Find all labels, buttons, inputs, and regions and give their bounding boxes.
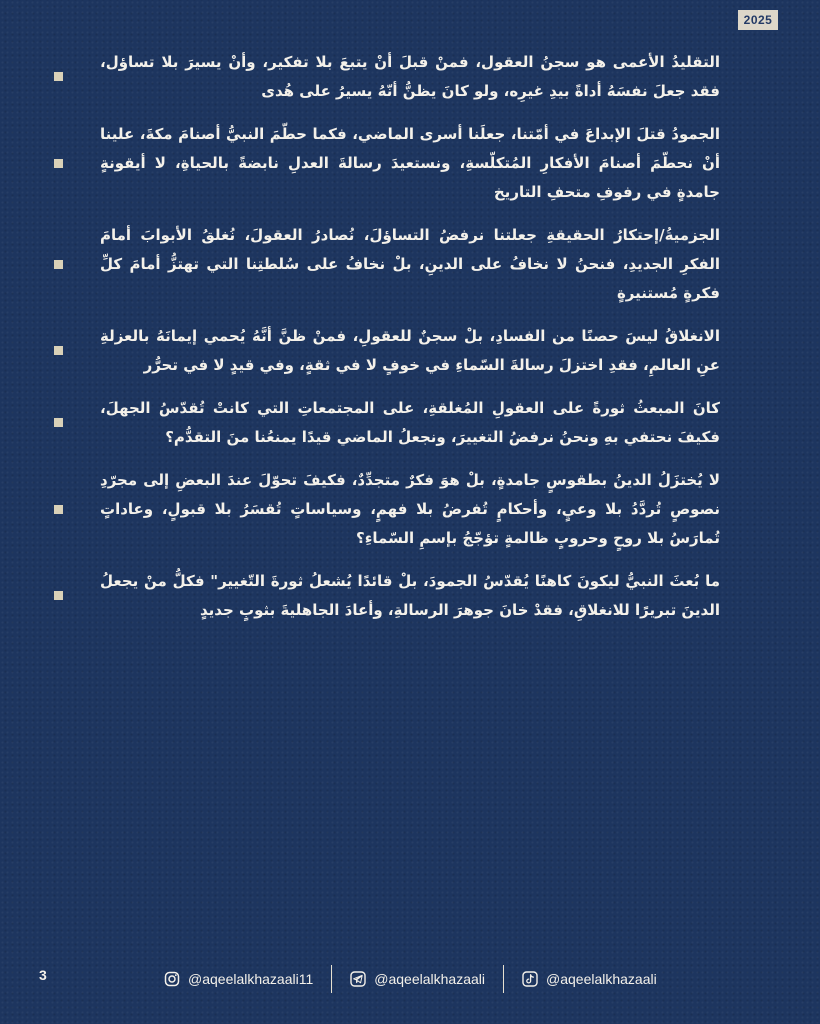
paragraph-text: الانغلاقُ ليسَ حصنًا من الفسادِ، بلْ سجنٌ للعقولِ، فمنْ ظنَّ أنَّهُ يُحمي إيمانَهُ بالعزلةِ عنِ العالمِ، فقدِ اختزلَ رسالةَ السّماءِ في خوفٍ لا في ثقةٍ، وفي قيدٍ لا في تحرُّر: [100, 327, 720, 374]
bullet-square-icon: [54, 505, 63, 514]
paragraph-6: [100, 466, 722, 553]
instagram-icon: [164, 971, 180, 987]
paragraph-text: ما بُعثَ النبيُّ ليكونَ كاهنًا يُقدّسُ الجمودَ، بلْ قائدًا يُشعلُ ثورةَ التّغيير" فكلُّ منْ يجعلُ الدينَ تبريرًا للانغلاقِ، فقدْ خانَ جوهرَ الرسالةِ، وأعادَ الجاهليةَ بثوبٍ جديدٍ: [100, 572, 720, 619]
paragraph-3: [100, 221, 722, 308]
footer-divider: [503, 965, 504, 993]
paragraph-text: الجزميةُ/إحتكارُ الحقيقةِ جعلتنا نرفضُ التساؤلَ، نُصادرُ العقولَ، نُغلقُ الأبوابَ أمامَ الفكرِ الجديدِ، فنحنُ لا نخافُ على الدينِ، بلْ نخافُ على سُلطتِنا التي تهتزُّ أمامَ كلِّ فكرةٍ مُستنيرةٍ: [100, 226, 720, 302]
paragraph-1: [100, 48, 722, 106]
paragraph-7: [100, 567, 722, 625]
telegram-handle[interactable]: [350, 971, 485, 987]
tiktok-handle[interactable]: [522, 971, 657, 987]
bullet-square-icon: [54, 159, 63, 168]
bullet-square-icon: [54, 418, 63, 427]
paragraph-text: لا يُختزَلُ الدينُ بطقوسٍ جامدةٍ، بلْ هوَ فكرٌ متجدِّدٌ، فكيفَ تحوّلَ عندَ البعضِ إلى مجرّدِ نصوصٍ تُردَّدُ بلا وعيٍ، وأحكامٍ تُفرضُ بلا فهمٍ، وسياساتٍ تُقسَرُ بلا قبولٍ، وعاداتٍ تُمارَسُ بلا روحٍ وحروبٍ ظالمةٍ تؤجّجُ بإسمِ السّماءِ؟: [100, 471, 720, 547]
paragraph-text: التقليدُ الأعمى هو سجنُ العقول، فمنْ قبلَ أنْ يتبعَ بلا تفكير، وأنْ يسيرَ بلا تساؤل، فقد جعلَ نفسَهُ أداةً بيدِ غيرِه، ولو كانَ يظنُّ أنّهُ يسيرُ على هُدى: [100, 53, 720, 100]
bullet-square-icon: [54, 260, 63, 269]
social-footer: [150, 962, 690, 996]
instagram-handle[interactable]: [164, 971, 313, 987]
telegram-handle-text: @aqeelalkhazaali: [374, 971, 485, 987]
instagram-handle-text: @aqeelalkhazaali11: [188, 971, 314, 987]
bullet-square-icon: [54, 72, 63, 81]
paragraph-text: الجمودُ قتلَ الإبداعَ في أمّتنا، جعلَنا أسرى الماضي، فكما حطّمَ النبيُّ أصنامَ مكةَ، علينا أنْ نحطّمَ أصنامَ الأفكارِ المُتكلّسةِ، ونستعيدَ رسالةَ العدلِ نابضةً بالحياةِ، لا أيقونةٍ جامدةٍ في رفوفِ متحفِ التاريخ: [100, 125, 720, 201]
paragraph-4: [100, 322, 722, 380]
footer-divider: [331, 965, 332, 993]
telegram-icon: [350, 971, 366, 987]
paragraph-text: كانَ المبعثُ ثورةً على العقولِ المُغلقةِ، على المجتمعاتِ التي كانتْ تُقدّسُ الجهلَ، فكيفَ نحتفي بهِ ونحنُ نرفضُ التغييرَ، ونجعلُ الماضي قيدًا يمنعُنا منَ التقدُّم؟: [100, 399, 720, 446]
year-badge: 2025: [738, 10, 778, 30]
article-body: [100, 48, 722, 625]
bullet-square-icon: [54, 591, 63, 600]
paragraph-5: [100, 394, 722, 452]
paragraph-2: [100, 120, 722, 207]
bullet-square-icon: [54, 346, 63, 355]
tiktok-handle-text: @aqeelalkhazaali: [546, 971, 657, 987]
tiktok-icon: [522, 971, 538, 987]
page-number: 3: [39, 967, 47, 983]
